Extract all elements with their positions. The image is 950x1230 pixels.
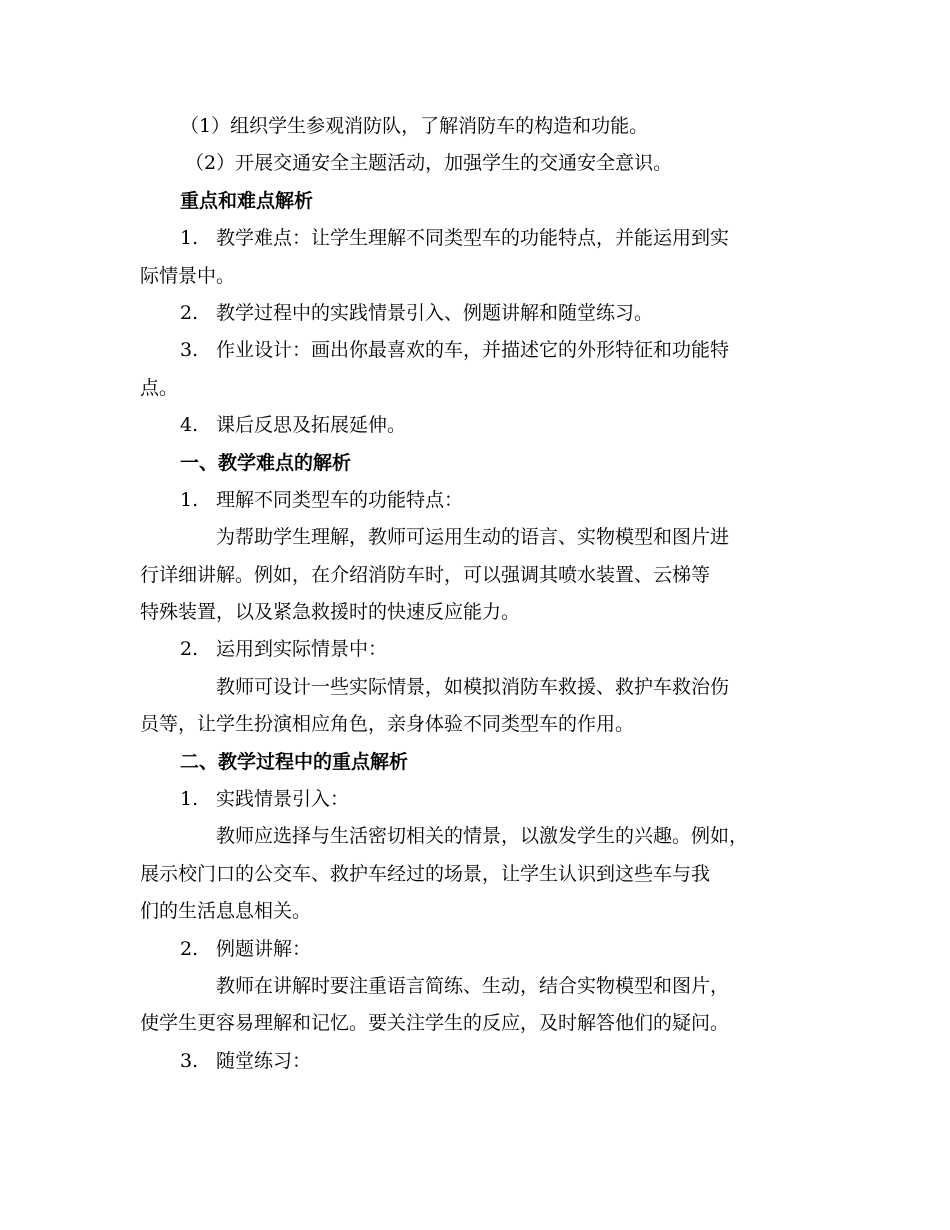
list-item <box>140 332 812 369</box>
list-text: 理解不同类型车的功能特点： <box>216 488 464 511</box>
list-item <box>140 931 812 968</box>
paragraph-line: 教师在讲解时要注重语言简练、生动，结合实物模型和图片， <box>216 974 730 997</box>
paragraph-line: 特殊装置，以及紧急救援时的快速反应能力。 <box>140 601 521 624</box>
list-number: 1. <box>180 227 199 250</box>
list-text: 课后反思及拓展延伸。 <box>216 414 407 437</box>
list-item <box>140 407 812 444</box>
list-item <box>140 295 812 332</box>
paragraph-line: 们的生活息息相关。 <box>140 900 312 923</box>
list-text: 教学难点：让学生理解不同类型车的功能特点，并能运用到实 <box>216 227 730 250</box>
paragraph-line: 员等，让学生扮演相应角色，亲身体验不同类型车的作用。 <box>140 713 635 736</box>
list-item <box>140 482 812 519</box>
paragraph-line: 行详细讲解。例如，在介绍消防车时，可以强调其喷水装置、云梯等 <box>140 563 711 586</box>
paragraph-continuation: 点。 <box>140 376 179 399</box>
paragraph-continuation: 际情景中。 <box>140 264 236 287</box>
list-number: 1. <box>180 788 199 811</box>
paragraph-line: 为帮助学生理解，教师可运用生动的语言、实物模型和图片进 <box>216 526 730 549</box>
paragraph-line: 教师可设计一些实际情景，如模拟消防车救援、救护车救治伤 <box>216 675 730 698</box>
section-heading-process: 二、教学过程中的重点解析 <box>180 750 409 773</box>
list-text: 运用到实际情景中： <box>216 638 388 661</box>
list-number: 3. <box>180 1049 199 1072</box>
list-number: 2. <box>180 937 199 960</box>
list-number: 2. <box>180 301 199 324</box>
list-number: 3. <box>180 339 199 362</box>
document-body <box>140 108 812 1080</box>
list-text: 例题讲解： <box>216 937 312 960</box>
list-item <box>140 631 812 668</box>
paragraph-line: 展示校门口的公交车、救护车经过的场景，让学生认识到这些车与我 <box>140 862 711 885</box>
section-heading-key-points: 重点和难点解析 <box>180 189 314 212</box>
list-text: 实践情景引入： <box>216 788 350 811</box>
list-number: 4. <box>180 414 199 437</box>
list-text: 随堂练习： <box>216 1049 312 1072</box>
section-heading-difficulty: 一、教学难点的解析 <box>180 451 352 474</box>
list-text: 作业设计：画出你最喜欢的车，并描述它的外形特征和功能特 <box>216 339 730 362</box>
activity-item-2: （2）开展交通安全主题活动，加强学生的交通安全意识。 <box>185 152 673 175</box>
list-item <box>140 220 812 257</box>
list-number: 1. <box>180 488 199 511</box>
activity-item-1: （1）组织学生参观消防队，了解消防车的构造和功能。 <box>180 115 649 137</box>
list-number: 2. <box>180 638 199 661</box>
list-item <box>140 1043 812 1080</box>
list-item <box>140 781 812 818</box>
list-text: 教学过程中的实践情景引入、例题讲解和随堂练习。 <box>216 301 654 324</box>
paragraph-line: 使学生更容易理解和记忆。要关注学生的反应，及时解答他们的疑问。 <box>140 1012 730 1035</box>
paragraph-line: 教师应选择与生活密切相关的情景，以激发学生的兴趣。例如， <box>216 825 749 848</box>
